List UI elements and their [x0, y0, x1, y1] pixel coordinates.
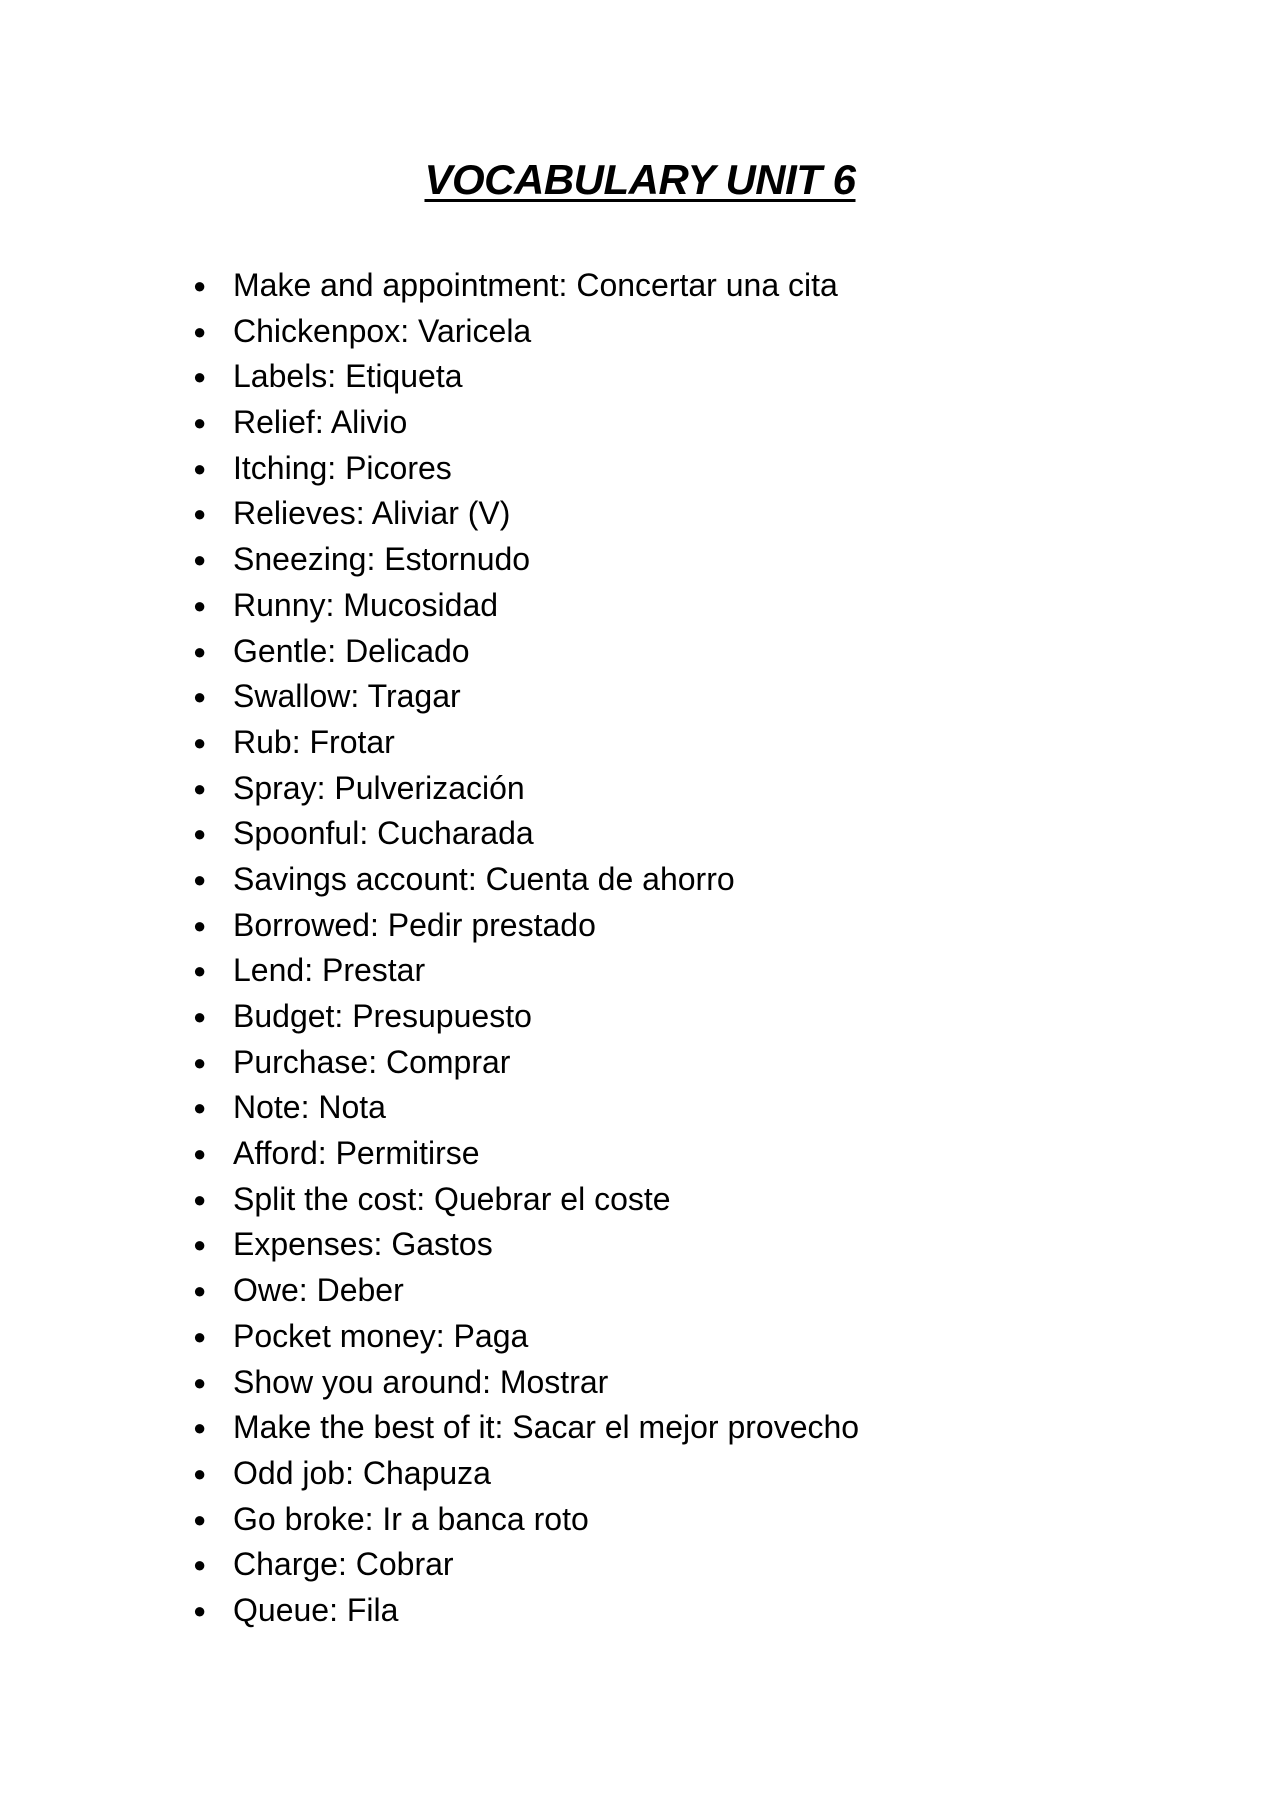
list-item [193, 1405, 859, 1451]
list-item [193, 903, 859, 949]
bullet-icon: ● [193, 1506, 207, 1532]
bullet-icon: ● [193, 775, 207, 801]
list-item [193, 354, 859, 400]
bullet-icon: ● [193, 318, 207, 344]
bullet-icon: ● [193, 1369, 207, 1395]
bullet-icon: ● [193, 729, 207, 755]
bullet-icon: ● [193, 1415, 207, 1441]
page-title: VOCABULARY UNIT 6 [424, 156, 856, 203]
bullet-icon: ● [193, 1186, 207, 1212]
vocab-entry: Split the cost: Quebrar el coste [233, 1180, 671, 1217]
vocab-entry: Show you around: Mostrar [233, 1363, 609, 1400]
bullet-icon: ● [193, 455, 207, 481]
bullet-icon: ● [193, 958, 207, 984]
list-item [193, 811, 859, 857]
list-item [193, 1588, 859, 1634]
bullet-icon: ● [193, 364, 207, 390]
vocab-entry: Gentle: Delicado [233, 632, 470, 669]
bullet-icon: ● [193, 1460, 207, 1486]
list-item [193, 537, 859, 583]
bullet-icon: ● [193, 592, 207, 618]
list-item [193, 263, 859, 309]
list-item [193, 674, 859, 720]
vocabulary-list [193, 263, 859, 1634]
bullet-icon: ● [193, 912, 207, 938]
vocab-entry: Relieves: Aliviar (V) [233, 495, 511, 532]
vocab-entry: Chickenpox: Varicela [233, 312, 532, 349]
vocab-entry: Runny: Mucosidad [233, 586, 499, 623]
bullet-icon: ● [193, 410, 207, 436]
vocab-entry: Swallow: Tragar [233, 678, 461, 715]
vocab-entry: Rub: Frotar [233, 723, 395, 760]
vocab-entry: Charge: Cobrar [233, 1546, 454, 1583]
bullet-icon: ● [193, 866, 207, 892]
bullet-icon: ● [193, 684, 207, 710]
vocab-entry: Go broke: Ir a banca roto [233, 1500, 589, 1537]
list-item [193, 1542, 859, 1588]
bullet-icon: ● [193, 273, 207, 298]
vocab-entry: Note: Nota [233, 1089, 386, 1126]
vocab-entry: Make the best of it: Sacar el mejor provecho [233, 1409, 860, 1446]
list-item [193, 1497, 859, 1543]
bullet-icon: ● [193, 1323, 207, 1349]
bullet-icon: ● [193, 1232, 207, 1258]
bullet-icon: ● [193, 501, 207, 527]
list-item [193, 1360, 859, 1406]
list-item [193, 1451, 859, 1497]
vocab-entry: Queue: Fila [233, 1591, 399, 1628]
list-item [193, 766, 859, 812]
bullet-icon: ● [193, 1278, 207, 1304]
list-item [193, 491, 859, 537]
list-item [193, 1314, 859, 1360]
vocab-entry: Afford: Permitirse [233, 1135, 480, 1172]
list-item [193, 948, 859, 994]
bullet-icon: ● [193, 1004, 207, 1029]
vocab-entry: Lend: Prestar [233, 952, 426, 989]
vocab-entry: Borrowed: Pedir prestado [233, 906, 596, 943]
list-item [193, 400, 859, 446]
vocab-entry: Owe: Deber [233, 1272, 404, 1309]
vocab-entry: Make and appointment: Concertar una cita [233, 267, 838, 303]
bullet-icon: ● [193, 1095, 207, 1121]
list-item [193, 446, 859, 492]
list-item [193, 857, 859, 903]
bullet-icon: ● [193, 547, 207, 573]
bullet-icon: ● [193, 1141, 207, 1167]
bullet-icon: ● [193, 1552, 207, 1578]
list-item [193, 1177, 859, 1223]
vocab-entry: Savings account: Cuenta de ahorro [233, 860, 735, 897]
bullet-icon: ● [193, 638, 207, 664]
list-item [193, 994, 859, 1040]
vocab-entry: Odd job: Chapuza [233, 1454, 491, 1491]
vocab-entry: Relief: Alivio [233, 404, 408, 441]
list-item [193, 1268, 859, 1314]
vocab-entry: Labels: Etiqueta [233, 358, 463, 395]
vocab-entry: Purchase: Comprar [233, 1043, 511, 1080]
list-item [193, 1222, 859, 1268]
bullet-icon: ● [193, 1597, 207, 1623]
list-item [193, 583, 859, 629]
vocab-entry: Expenses: Gastos [233, 1226, 493, 1263]
list-item [193, 629, 859, 675]
vocab-entry: Pocket money: Paga [233, 1317, 529, 1354]
list-item [193, 309, 859, 355]
list-item [193, 1040, 859, 1086]
bullet-icon: ● [193, 1049, 207, 1075]
list-item [193, 720, 859, 766]
list-item [193, 1085, 859, 1131]
vocab-entry: Spray: Pulverización [233, 769, 525, 806]
vocab-entry: Itching: Picores [233, 449, 452, 486]
vocab-entry: Budget: Presupuesto [233, 998, 532, 1034]
bullet-icon: ● [193, 821, 207, 847]
list-item [193, 1131, 859, 1177]
vocab-entry: Sneezing: Estornudo [233, 541, 531, 578]
vocab-entry: Spoonful: Cucharada [233, 815, 534, 852]
